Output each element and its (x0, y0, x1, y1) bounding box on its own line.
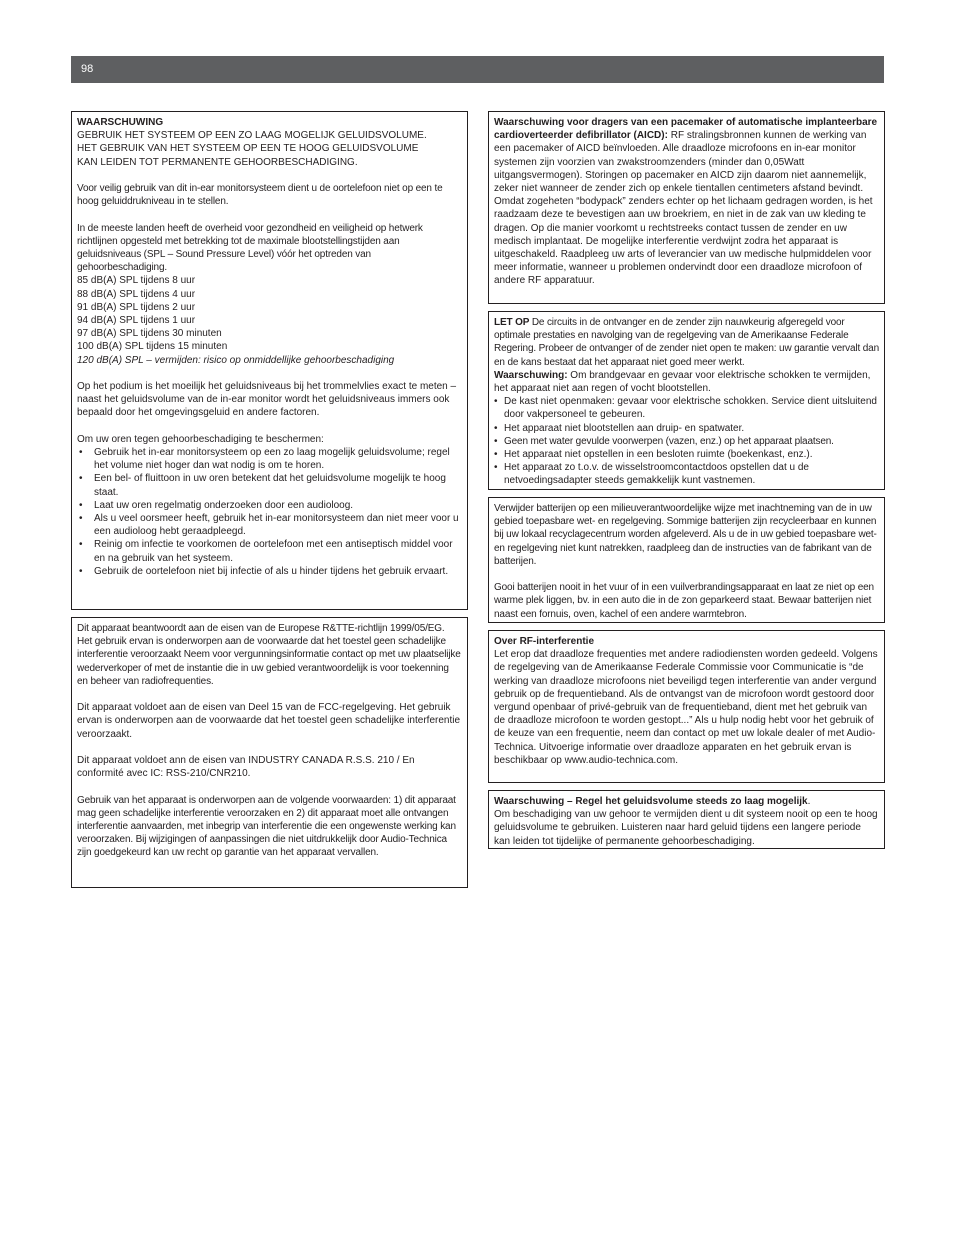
caution-label: LET OP (494, 317, 530, 328)
list-item: • De kast niet openmaken: gevaar voor elektrische schokken. Service dient uitsluitend door vakpersoneel te gebeuren. (494, 395, 879, 421)
battery-paragraph: Gooi batterijen nooit in het vuur of in een vuilverbrandingsapparaat en laat ze niet op een warme plek liggen, bv. in een auto die in de zon geparkeerd staat. Bewaar batterijen niet naast een fornuis, oven, kachel of een andere warmtebron. (494, 582, 874, 620)
regulatory-paragraph: Dit apparaat beantwoordt aan de eisen van de Europese R&TTE-richtlijn 1999/05/EG. Het gebruik ervan is onderworpen aan de voorwaarde dat het toestel geen schadelijke interferentie veroorzaakt Neem voor vergunningsinformatie contact op met uw plaatselijke wederverkoper of met de instantie die in uw gebied verantwoordelijk is voor toekenning en beheer van radiofrequenties. (77, 623, 461, 687)
pacemaker-title: Waarschuwing voor dragers van een pacemaker of automatische implanteerbare cardioverteerder defibrillator (AICD): (494, 117, 878, 142)
spl-line: 85 dB(A) SPL tijdens 8 uur (77, 275, 196, 287)
protection-list (77, 446, 462, 578)
spl-line: 100 dB(A) SPL tijdens 15 minuten (77, 341, 228, 353)
volume-body: Om beschadiging van uw gehoor te vermijden dient u dit systeem nooit op een te hoog geluidsvolume te gebruiken. Luisteren naar hard geluid tijdens een langere periode kan leiden tot tijdelijke of permanente gehoorbeschadiging. (494, 809, 878, 847)
spl-line: 91 dB(A) SPL tijdens 2 uur (77, 301, 196, 313)
pacemaker-box (488, 111, 885, 304)
spl-line-danger: 120 dB(A) SPL – vermijden: risico op onmiddellijke gehoorbeschadiging (77, 354, 395, 366)
battery-paragraph: Verwijder batterijen op een milieuverantwoordelijke wijze met inachtneming van de in uw gebied toepasbare wet- en regelgeving. Sommige batterijen zijn recycleerbaar en kunnen bij uw lokaal recyclagecentrum worden afgeleverd. Als u de in uw gebied toepasbare wet- en regelgeving niet kunt natrekken, raadpleeg dan de instructies van de fabrikant van de batterijen. (494, 503, 877, 567)
safety-list (494, 395, 879, 487)
spl-line: 94 dB(A) SPL tijdens 1 uur (77, 315, 196, 327)
list-item: • Als u veel oorsmeer heeft, gebruik het in-ear monitorsysteem dan niet meer voor u een audioloog hebt geraadpleegd. (77, 512, 462, 538)
volume-warning-box (488, 790, 885, 849)
list-item: • Gebruik het in-ear monitorsysteem op een zo laag mogelijk geluidsvolume; regel het volume niet hoger dan wat nodig is om te horen. (77, 446, 462, 472)
regulatory-box (71, 617, 468, 888)
warning-paragraph: In de meeste landen heeft de overheid voor gezondheid en veiligheid op hetwerk richtlijnen opgesteld met betrekking tot de maximale blootstellingstijden aan geluidsniveaus (SPL – Sound Pressure Level) vóór het optreden van gehoorbeschadiging. (77, 222, 423, 274)
electric-warning-label: Waarschuwing: (494, 369, 568, 381)
list-item: • Laat uw oren regelmatig onderzoeken door een audioloog. (77, 499, 462, 512)
list-item: • Het apparaat niet opstellen in een besloten ruimte (boekenkast, enz.). (494, 448, 879, 461)
warning-paragraph: Voor veilig gebruik van dit in-ear monitorsysteem dient u de oortelefoon niet op een te hoog geluiddrukniveau in te stellen. (77, 183, 443, 208)
list-item: • Geen met water gevulde voorwerpen (vazen, enz.) op het apparaat plaatsen. (494, 435, 879, 448)
spl-line: 88 dB(A) SPL tijdens 4 uur (77, 288, 196, 300)
warning-caps-line: HET GEBRUIK VAN HET SYSTEEM OP EEN TE HOOG GELUIDSVOLUME (77, 143, 419, 155)
warning-caps-line: GEBRUIK HET SYSTEEM OP EEN ZO LAAG MOGELIJK GELUIDSVOLUME. (77, 130, 427, 142)
header-bar (71, 56, 884, 83)
battery-box (488, 497, 885, 623)
list-item: • Reinig om infectie te voorkomen de oortelefoon met een antiseptisch middel voor en na gebruik van het systeem. (77, 538, 462, 564)
rf-body: Let erop dat draadloze frequenties met andere radiodiensten worden gedeeld. Volgens de regelgeving van de Amerikaanse Federale Commissie voor Communicatie is “de werking van draadloze microfoons niet beveiligd tegen interferentie van ander vergund gebruik op de frequentieband. Als de ontvangst van de microfoon wordt gestoord door vergund openbaar of privé-gebruik van de frequentieband, dient met het gebruik van de draadloze microfoon te worden gestopt...” Als u hulp nodig hebt voor het gebruik of de keuze van een frequentie, neem dan contact op met uw lokale dealer of met Audio-Technica. Uitvoerige informatie over draadloze apparaten en het gebruik ervan is beschikbaar op www.audio-technica.com. (494, 649, 878, 766)
caution-box (488, 311, 885, 490)
rf-title: Over RF-interferentie (494, 636, 595, 647)
list-item: • Het apparaat niet blootstellen aan druip- en spatwater. (494, 422, 879, 435)
regulatory-paragraph: Gebruik van het apparaat is onderworpen aan de volgende voorwaarden: 1) dit apparaat mag geen schadelijke interferentie veroorzaken en 2) dit apparaat moet alle ontvangen interferentie aanvaarden, met inbegrip van interferentie die een ongewenste werking kan veroorzaken. Bij wijzigingen of aanpassingen die niet uitdrukkelijk door Audio-Technica zijn goedgekeurd kan uw recht op garantie van het apparaat vervallen. (77, 794, 456, 859)
electric-warning-body: Om brandgevaar en gevaar voor elektrische schokken te vermijden, het apparaat niet aan regen of vocht blootstellen. (494, 369, 871, 395)
warning-paragraph: Om uw oren tegen gehoorbeschadiging te beschermen: (77, 433, 324, 445)
regulatory-paragraph: Dit apparaat voldoet aan de eisen van Deel 15 van de FCC-regelgeving. Het gebruik ervan is onderworpen aan de voorwaarde dat het toestel geen schadelijke interferentie veroorzaakt. (77, 702, 461, 740)
regulatory-paragraph: Dit apparaat voldoet ann de eisen van INDUSTRY CANADA R.S.S. 210 / En conformité avec IC: RSS-210/CNR210. (77, 755, 415, 780)
page-number: 98 (81, 63, 94, 75)
spl-line: 97 dB(A) SPL tijdens 30 minuten (77, 328, 222, 340)
hearing-warning-box (71, 111, 468, 610)
list-item: • Gebruik de oortelefoon niet bij infectie of als u hinder tijdens het gebruik ervaart. (77, 565, 462, 578)
caution-body: De circuits in de ontvanger en de zender zijn nauwkeurig afgeregeld voor optimale prestaties en navolging van de regelgeving van de Amerikaanse Federale Regering. Probeer de ontvanger of de zender niet open te maken: uw garantie vervalt dan en de kans bestaat dat het apparaat niet goed meer werkt. (494, 317, 879, 368)
list-item: • Een bel- of fluittoon in uw oren betekent dat het geluidsvolume mogelijk te hoog staat. (77, 472, 462, 498)
rf-interference-box (488, 630, 885, 783)
warning-paragraph: Op het podium is het moeilijk het geluidsniveaus bij het trommelvlies exact te meten – naast het geluidsvolume van de in-ear monitor wordt het geluidsniveaus immers ook bepaald door het omgevingsgeluid en andere factoren. (77, 381, 457, 419)
pacemaker-body: RF stralingsbronnen kunnen de werking van een pacemaker of AICD beïnvloeden. Alle draadloze microfoons en in-ear monitor systemen zijn voorzien van zwakstroomzenders (minder dan 0,05Watt uitgangsvermogen). Storingen op pacemaker en AICD zijn daarom niet aannemelijk, zeker niet wanneer de zender zich op enkele tientallen centimeters afstand bevindt. Omdat zogeheten “bodypack” zenders echter op het lichaam gedragen worden, is het raadzaam deze te bevestigen aan uw broekriem, en niet in de zak van uw kleding te dragen. Op die manier voorkomt u rechtstreeks contact tussen de zender en uw medisch implantaat. De mogelijke interferentie verdwijnt zodra het apparaat is uitgeschakeld. Raadpleeg uw arts of leverancier van uw medische hulpmiddelen voor meer informatie, wanneer u problemen ondervindt door een draadloze microfoon of andere RF apparatuur. (494, 130, 873, 287)
warning-title: WAARSCHUWING (77, 117, 164, 128)
warning-caps-line: KAN LEIDEN TOT PERMANENTE GEHOORBESCHADIGING. (77, 156, 358, 168)
list-item: • Het apparaat zo t.o.v. de wisselstroomcontactdoos opstellen dat u de netvoedingsadapter steeds gemakkelijk kunt vastnemen. (494, 461, 879, 487)
volume-title: Waarschuwing – Regel het geluidsvolume steeds zo laag mogelijk (494, 796, 808, 807)
volume-title-end: . (807, 796, 811, 807)
